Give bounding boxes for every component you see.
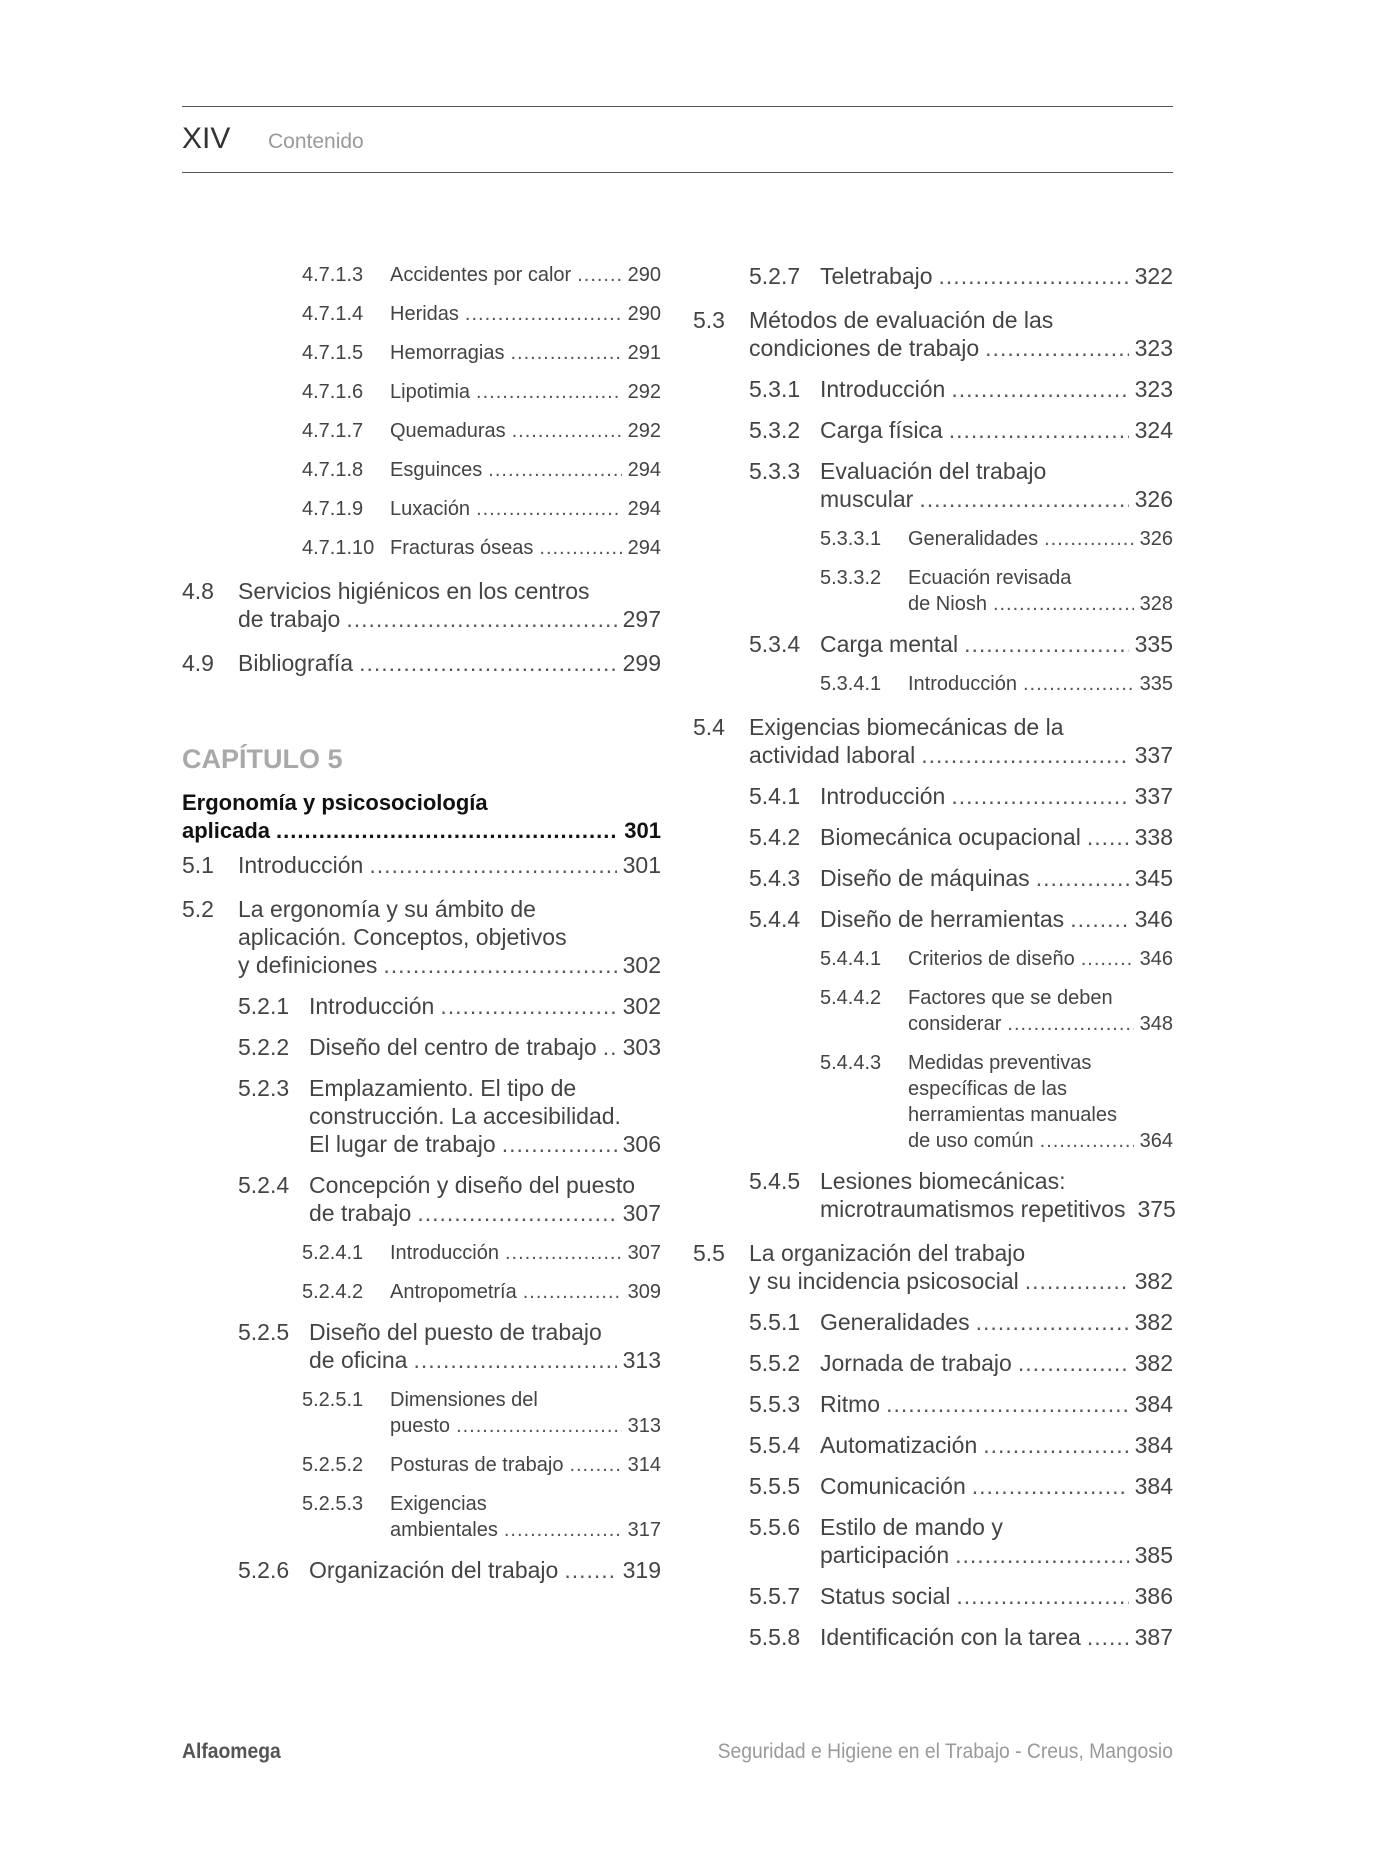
dot-leader [1040,1128,1134,1154]
entry-page-number: 384 [1134,1473,1173,1499]
toc-entry[interactable] [693,306,1173,362]
entry-title-line: Organización del trabajo [309,1557,559,1583]
entry-page-number: 313 [622,1347,661,1373]
toc-entry[interactable] [749,375,1173,403]
toc-entry[interactable] [302,1452,661,1478]
entry-title-line: herramientas manuales [908,1104,1117,1126]
toc-entry[interactable] [749,905,1173,933]
chapter-title-entry[interactable] [182,789,661,845]
entry-number: 5.2.5.2 [302,1454,364,1476]
entry-page-number: 384 [1134,1432,1173,1458]
entry-page-number: 323 [1134,376,1173,402]
dot-leader [1025,1267,1129,1295]
entry-number: 4.7.1.9 [302,498,364,520]
entry-title-line: Medidas preventivas [908,1052,1092,1074]
entry-title-line: Jornada de trabajo [820,1350,1012,1376]
entry-title-line: microtraumatismos repetitivos [820,1196,1126,1222]
entry-page-number: 346 [1139,948,1173,970]
entry-page-number: 335 [1139,673,1173,695]
entry-title-line: Diseño del centro de trabajo [309,1034,597,1060]
entry-page-number: 387 [1134,1624,1173,1650]
entry-title-line: Luxación [390,498,471,520]
entry-title-line: Diseño del puesto de trabajo [309,1319,602,1345]
dot-leader [510,340,621,366]
dot-leader [440,992,616,1020]
toc-entry[interactable] [749,630,1173,658]
entry-number: 5.4.4.3 [820,1052,882,1074]
entry-title-line: Heridas [390,303,459,325]
dot-leader [949,416,1129,444]
toc-entry[interactable] [238,1318,661,1374]
entry-title-line: y su incidencia psicosocial [749,1268,1019,1294]
dot-leader [505,1240,622,1266]
entry-number: 5.4.5 [749,1168,801,1194]
entry-page-number: 385 [1134,1542,1173,1568]
entry-page-number: 337 [1134,742,1173,768]
toc-entry[interactable] [749,1623,1173,1651]
toc-entry[interactable] [749,1390,1173,1418]
entry-number: 5.3.1 [749,376,801,402]
entry-page-number: 322 [1134,263,1173,289]
entry-page-number: 382 [1134,1268,1173,1294]
dot-leader [976,1308,1129,1336]
toc-entry[interactable] [238,1033,661,1061]
entry-page-number: 382 [1134,1309,1173,1335]
entry-number: 5.2.4.1 [302,1242,364,1264]
entry-title-line: Introducción [820,376,946,402]
entry-page-number: 290 [627,264,661,286]
entry-title-line: La ergonomía y su ámbito de [238,896,536,922]
entry-page-number: 292 [627,381,661,403]
toc-entry[interactable] [302,340,661,366]
toc-left-column [182,262,661,1584]
toc-entry[interactable] [302,301,661,327]
dot-leader [939,262,1129,290]
entry-number: 5.2.3 [238,1075,290,1101]
entry-title-line: actividad laboral [749,742,916,768]
publisher-footer: Alfaomega [182,1740,281,1763]
toc-entry[interactable] [749,864,1173,892]
entry-number: 5.2.6 [238,1557,290,1583]
dot-leader [276,817,618,845]
toc-entry[interactable] [182,895,661,979]
entry-title-line: Lipotimia [390,381,471,403]
entry-title-line: Biomecánica ocupacional [820,824,1081,850]
dot-leader [476,496,622,522]
entry-title-line: de uso común [908,1130,1034,1152]
entry-title-line: Generalidades [820,1309,970,1335]
entry-number: 5.2.4.2 [302,1281,364,1303]
toc-entry[interactable] [820,671,1173,697]
toc-entry[interactable] [749,1472,1173,1500]
dot-leader [985,334,1128,362]
dot-leader [951,782,1128,810]
entry-number: 5.2 [182,896,214,922]
entry-title-line: Hemorragias [390,342,505,364]
page-number: XIV [182,122,231,155]
toc-entry[interactable] [820,565,1173,617]
dot-leader [983,1431,1128,1459]
dot-leader [951,375,1128,403]
entry-number: 5.2.2 [238,1034,290,1060]
entry-number: 4.7.1.4 [302,303,364,325]
entry-title-line: Lesiones biomecánicas: [820,1168,1066,1194]
entry-number: 4.7.1.6 [302,381,364,403]
entry-page-number: 307 [627,1242,661,1264]
entry-title-line: Carga física [820,417,943,443]
header-top-rule [182,106,1173,107]
toc-entry[interactable] [749,416,1173,444]
entry-number: 5.3.2 [749,417,801,443]
entry-page-number: 301 [622,852,661,878]
dot-leader [456,1413,622,1439]
entry-number: 4.7.1.3 [302,264,364,286]
entry-title-line: específicas de las [908,1078,1067,1100]
entry-page-number: 294 [627,537,661,559]
entry-title-line: Identificación con la tarea [820,1624,1081,1650]
entry-title-line: El lugar de trabajo [309,1131,496,1157]
entry-page-number: 326 [1134,486,1173,512]
dot-leader [921,741,1128,769]
entry-title-line: Status social [820,1583,951,1609]
toc-entry[interactable] [302,1491,661,1543]
toc-entry[interactable] [302,262,661,288]
dot-leader [564,1556,616,1584]
toc-entry[interactable] [302,379,661,405]
entry-number: 5.2.5 [238,1319,290,1345]
entry-title-line: Factores que se deben [908,987,1113,1009]
entry-number: 5.1 [182,852,214,878]
chapter-label: CAPÍTULO 5 [182,744,343,774]
entry-page-number: 319 [622,1557,661,1583]
toc-entry[interactable] [182,851,661,879]
dot-leader [1018,1349,1129,1377]
entry-number: 5.5.3 [749,1391,801,1417]
toc-entry[interactable] [238,992,661,1020]
entry-title-line: Quemaduras [390,420,506,442]
entry-number: 5.3.3.1 [820,528,882,550]
dot-leader [523,1279,622,1305]
toc-entry[interactable] [749,1431,1173,1459]
dot-leader [955,1541,1128,1569]
entry-page-number: 364 [1139,1130,1173,1152]
entry-number: 5.4.3 [749,865,801,891]
entry-number: 5.5 [693,1240,725,1266]
toc-entry[interactable] [693,1239,1173,1295]
toc-entry[interactable] [749,823,1173,851]
entry-title-line: Concepción y diseño del puesto [309,1172,636,1198]
entry-title-line: Carga mental [820,631,959,657]
toc-entry[interactable] [749,1167,1176,1223]
entry-title-line: Estilo de mando y [820,1514,1003,1540]
entry-number: 4.7.1.5 [302,342,364,364]
chapter-title-line: aplicada [182,818,271,843]
entry-number: 5.5.8 [749,1624,801,1650]
entry-number: 5.4.1 [749,783,801,809]
entry-number: 5.3.4 [749,631,801,657]
toc-entry[interactable] [820,946,1173,972]
dot-leader [1036,864,1129,892]
entry-title-line: Ecuación revisada [908,567,1072,589]
entry-title-line: Criterios de diseño [908,948,1075,970]
entry-page-number: 299 [622,650,661,676]
toc-entry[interactable] [749,1349,1173,1377]
dot-leader [1087,1623,1129,1651]
entry-page-number: 348 [1139,1013,1173,1035]
entry-title-line: de trabajo [238,606,341,632]
toc-entry[interactable] [302,1279,661,1305]
toc-entry[interactable] [749,262,1173,290]
dot-leader [919,485,1128,513]
entry-page-number: 314 [627,1454,661,1476]
entry-title-line: participación [820,1542,950,1568]
book-title-footer: Seguridad e Higiene en el Trabajo - Creus, Mangosio [717,1740,1173,1763]
entry-title-line: Exigencias [390,1493,487,1515]
entry-page-number: 317 [627,1519,661,1541]
toc-entry[interactable] [302,1387,661,1439]
entry-number: 4.7.1.7 [302,420,364,442]
entry-page-number: 335 [1134,631,1173,657]
entry-page-number: 294 [627,459,661,481]
entry-number: 5.3 [693,307,725,333]
entry-number: 5.5.5 [749,1473,801,1499]
toc-entry[interactable] [302,496,661,522]
toc-entry[interactable] [302,535,661,561]
entry-title-line: La organización del trabajo [749,1240,1026,1266]
entry-number: 4.8 [182,578,214,604]
entry-number: 5.4 [693,714,725,740]
dot-leader [569,1452,621,1478]
toc-right-column [693,262,1176,1651]
entry-page-number: 307 [622,1200,661,1226]
entry-title-line: Fracturas óseas [390,537,534,559]
toc-entry[interactable] [820,985,1173,1037]
entry-number: 5.2.7 [749,263,801,289]
dot-leader [972,1472,1129,1500]
entry-title-line: y definiciones [238,952,378,978]
toc-entry[interactable] [238,1556,661,1584]
entry-number: 5.4.4.2 [820,987,882,1009]
dot-leader [502,1130,617,1158]
entry-number: 5.5.1 [749,1309,801,1335]
dot-leader [476,379,622,405]
entry-number: 5.5.6 [749,1514,801,1540]
header-bottom-rule [182,172,1173,173]
entry-title-line: Ritmo [820,1391,881,1417]
chapter-heading-block [182,743,661,845]
toc-entry[interactable] [749,782,1173,810]
entry-number: 5.5.2 [749,1350,801,1376]
entry-title-line: Teletrabajo [820,263,933,289]
toc-entry[interactable] [820,526,1173,552]
entry-number: 4.7.1.8 [302,459,364,481]
dot-leader [512,418,622,444]
entry-title-line: muscular [820,486,914,512]
entry-title-line: Accidentes por calor [390,264,572,286]
entry-page-number: 302 [622,993,661,1019]
entry-page-number: 297 [622,606,661,632]
entry-title-line: de Niosh [908,593,987,615]
entry-title-line: Dimensiones del [390,1389,538,1411]
toc-entry[interactable] [182,649,661,677]
entry-title-line: aplicación. Conceptos, objetivos [238,924,567,950]
entry-number: 5.5.7 [749,1583,801,1609]
toc-entry[interactable] [820,1050,1173,1154]
entry-page-number: 302 [622,952,661,978]
dot-leader [603,1033,617,1061]
entry-number: 5.2.5.3 [302,1493,364,1515]
entry-number: 5.3.3 [749,458,801,484]
toc-entry[interactable] [238,1171,661,1227]
entry-number: 4.9 [182,650,214,676]
toc-entry[interactable] [302,457,661,483]
entry-number: 5.4.4.1 [820,948,882,970]
entry-page-number: 326 [1139,528,1173,550]
entry-title-line: Automatización [820,1432,978,1458]
entry-page-number: 338 [1134,824,1173,850]
dot-leader [577,262,621,288]
entry-page-number: 291 [627,342,661,364]
entry-number: 5.4.4 [749,906,801,932]
entry-title-line: Introducción [238,852,364,878]
toc-entry[interactable] [749,457,1173,513]
entry-page-number: 313 [627,1415,661,1437]
entry-title-line: construcción. La accesibilidad. [309,1103,621,1129]
dot-leader [417,1199,616,1227]
entry-page-number: 306 [622,1131,661,1157]
entry-title-line: puesto [390,1415,451,1437]
toc-entry[interactable] [238,1074,661,1158]
dot-leader [539,535,621,561]
entry-number: 5.4.2 [749,824,801,850]
dot-leader [369,851,616,879]
entry-page-number: 382 [1134,1350,1173,1376]
entry-title-line: de trabajo [309,1200,412,1226]
entry-title-line: Introducción [309,993,435,1019]
dot-leader [359,649,617,677]
toc-entry[interactable] [302,1240,661,1266]
entry-page-number: 292 [627,420,661,442]
dot-leader [383,951,616,979]
dot-leader [465,301,622,327]
entry-page-number: 346 [1134,906,1173,932]
entry-page-number: 309 [627,1281,661,1303]
dot-leader [993,591,1134,617]
entry-title-line: Métodos de evaluación de las [749,307,1054,333]
entry-title-line: Servicios higiénicos en los centros [238,578,590,604]
entry-page-number: 323 [1134,335,1173,361]
toc-entry[interactable] [749,1513,1173,1569]
entry-title-line: condiciones de trabajo [749,335,980,361]
dot-leader [964,630,1129,658]
entry-page-number: 303 [622,1034,661,1060]
running-header-title: Contenido [268,130,364,153]
dot-leader [488,457,621,483]
entry-title-line: Introducción [908,673,1017,695]
dot-leader [1070,905,1128,933]
toc-entry[interactable] [182,577,661,633]
entry-page-number: 384 [1134,1391,1173,1417]
entry-title-line: Emplazamiento. El tipo de [309,1075,577,1101]
dot-leader [1023,671,1134,697]
entry-page-number: 324 [1134,417,1173,443]
entry-title-line: Generalidades [908,528,1039,550]
chapter-page-number: 301 [624,818,661,843]
toc-list-chapter-4 [182,262,661,677]
dot-leader [886,1390,1129,1418]
toc-entry[interactable] [749,1308,1173,1336]
entry-title-line: de oficina [309,1347,408,1373]
entry-title-line: ambientales [390,1519,498,1541]
entry-title-line: Diseño de herramientas [820,906,1065,932]
entry-number: 4.7.1.10 [302,537,375,559]
entry-page-number: 386 [1134,1583,1173,1609]
dot-leader [1007,1011,1133,1037]
entry-page-number: 345 [1134,865,1173,891]
entry-number: 5.2.5.1 [302,1389,364,1411]
entry-title-line: Bibliografía [238,650,354,676]
entry-page-number: 294 [627,498,661,520]
toc-entry[interactable] [302,418,661,444]
toc-list-chapter-5 [182,851,661,1584]
dot-leader [504,1517,622,1543]
entry-number: 5.5.4 [749,1432,801,1458]
entry-number: 5.3.3.2 [820,567,882,589]
entry-page-number: 290 [627,303,661,325]
toc-entry[interactable] [749,1582,1173,1610]
toc-entry[interactable] [693,713,1173,769]
dot-leader [413,1346,616,1374]
entry-number: 5.2.1 [238,993,290,1019]
entry-title-line: Diseño de máquinas [820,865,1030,891]
entry-title-line: Introducción [390,1242,499,1264]
entry-title-line: Evaluación del trabajo [820,458,1047,484]
dot-leader [346,605,616,633]
entry-title-line: Antropometría [390,1281,517,1303]
entry-number: 5.3.4.1 [820,673,882,695]
dot-leader [1087,823,1129,851]
toc-list-right [693,262,1176,1651]
dot-leader [1044,526,1134,552]
entry-page-number: 375 [1137,1196,1176,1222]
dot-leader [1081,946,1134,972]
entry-title-line: considerar [908,1013,1002,1035]
entry-title-line: Esguinces [390,459,483,481]
entry-title-line: Comunicación [820,1473,966,1499]
entry-page-number: 328 [1139,593,1173,615]
entry-title-line: Exigencias biomecánicas de la [749,714,1064,740]
chapter-title-line: Ergonomía y psicosociología [182,790,488,815]
entry-number: 5.2.4 [238,1172,290,1198]
dot-leader [956,1582,1128,1610]
entry-page-number: 337 [1134,783,1173,809]
entry-title-line: Introducción [820,783,946,809]
entry-title-line: Posturas de trabajo [390,1454,564,1476]
